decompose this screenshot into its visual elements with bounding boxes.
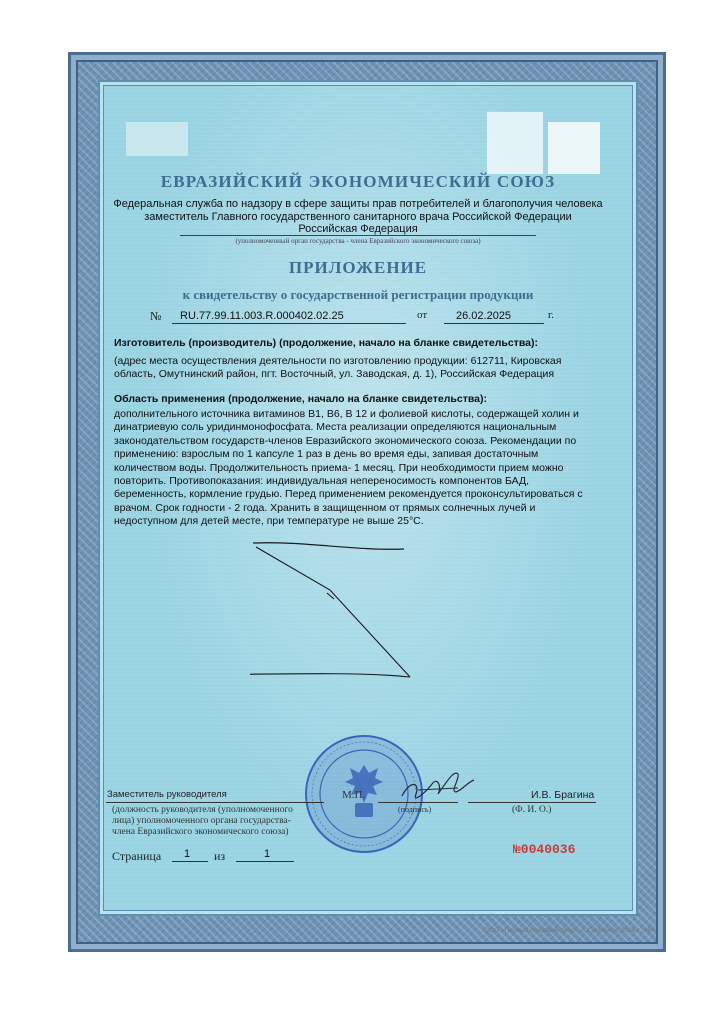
agency-caption: (уполномоченный орган государства - члена Евразийского экономического союза) <box>180 235 536 245</box>
number-underline <box>172 323 406 324</box>
agency-line: заместитель Главного государственного санитарного врача Российской Федерации <box>144 211 572 223</box>
year-suffix: г. <box>548 309 555 321</box>
position-caption: лица) уполномоченного органа государства- <box>112 816 291 826</box>
signature-underline <box>378 802 458 803</box>
page-total: 1 <box>264 848 271 860</box>
page-label: Страница <box>112 849 162 863</box>
page-title: ПРИЛОЖЕНИЕ <box>288 258 428 277</box>
position-underline <box>106 802 324 803</box>
name-underline <box>468 802 596 803</box>
signature-caption: (подпись) <box>398 805 432 814</box>
page-subtitle: к свидетельству о государственной регистрации продукции <box>182 287 534 302</box>
manufacturer-heading: Изготовитель (производитель) (продолжение, начало на бланке свидетельства): <box>114 337 538 349</box>
agency-line: Федеральная служба по надзору в сфере защиты прав потребителей и благополучия человека <box>113 198 603 210</box>
union-title: ЕВРАЗИЙСКИЙ ЭКОНОМИЧЕСКИЙ СОЮЗ <box>160 172 556 191</box>
signatory-name: И.В. Брагина <box>531 789 595 801</box>
number-label: № <box>150 309 162 323</box>
date-underline <box>444 323 544 324</box>
name-caption: (Ф. И. О.) <box>512 805 552 815</box>
diagonal-strikeout-mark <box>250 535 420 685</box>
page-current-underline <box>172 861 208 862</box>
application-heading: Область применения (продолжение, начало на бланке свидетельства): <box>114 393 487 405</box>
position-caption: члена Евразийского экономического союза) <box>112 827 289 837</box>
registration-number: RU.77.99.11.003.R.000402.02.25 <box>180 310 344 322</box>
manufacturer-text: (адрес места осуществления деятельности по изготовлению продукции: 612711, Кировская область, Омутнинский район, пгт. Восточный, ул. Заводская, д. 1), Российская Федерация <box>114 355 562 381</box>
hologram-patch <box>126 122 188 156</box>
hologram-patch <box>487 112 543 174</box>
position-caption: (должность руководителя (уполномоченного <box>112 805 293 815</box>
page-total-underline <box>236 861 294 862</box>
registration-date: 26.02.2025 <box>456 310 512 322</box>
page-of-label: из <box>214 849 226 863</box>
printer-line: ООО «Первый печатный двор», г. Смоленск, 2024 г., «В» <box>484 927 656 934</box>
application-text: дополнительного источника витаминов В1, В6, В 12 и фолиевой кислоты, содержащей холин и динатриевую соль уридинмонофосфата. Места реализации определяются национальным законодательством государств-членов Евразийского экономического союза. Рекомендации по применению: взрослым по 1 капсуле 1 раз в день во время еды, запивая достаточным количеством воды. Продолжительность приема- 1 месяц. При необходимости прием можно повторить. Противопоказания: индивидуальная непереносимость компонентов БАД, беременность, кормление грудью. Перед применением рекомендуется проконсультироваться с врачом. Срок годности - 2 года. Хранить в защищенном от прямых солнечных лучей и недоступном для детей месте, при температуре не выше 25°С. <box>114 408 583 528</box>
signatory-position: Заместитель руководителя <box>107 789 227 800</box>
mp-label: М.П. <box>342 789 366 801</box>
hologram-patch <box>548 122 600 174</box>
date-label: от <box>417 309 428 321</box>
agency-line: Российская Федерация <box>298 223 418 235</box>
signature-scribble <box>398 762 478 806</box>
form-number: №0040036 <box>513 842 576 857</box>
page-current: 1 <box>184 848 191 860</box>
